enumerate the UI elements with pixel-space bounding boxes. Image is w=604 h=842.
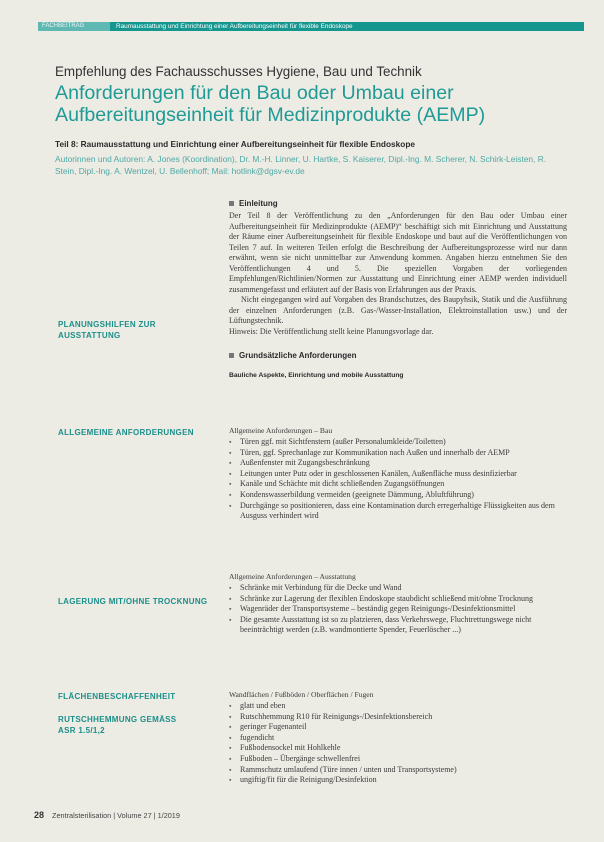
list-item: ▪ Schränke zur Lagerung der flexiblen Endoskope staubdicht schließend mit/ohne Trocknung bbox=[229, 594, 567, 605]
flaechen-lead: Wandflächen / Fußböden / Oberflächen / Fugen bbox=[229, 690, 374, 699]
ausstattung-list bbox=[229, 583, 567, 636]
list-item: ▪ geringer Fugenanteil bbox=[229, 722, 567, 733]
bau-lead: Allgemeine Anforderungen – Bau bbox=[229, 426, 333, 435]
article-title: Anforderungen für den Bau oder Umbau einer Aufbereitungseinheit für Medizinprodukte (AEMP) bbox=[55, 82, 486, 126]
list-item: ▪ glatt und eben bbox=[229, 701, 567, 712]
author-list[interactable]: Autorinnen und Autoren: A. Jones (Koordination), Dr. M.-H. Linner, U. Hartke, S. Kaiserer, Dipl.-Ing. M. Scherer, N. Schirk-Leisten, R. Stein, Dipl.-Ing. A. Wentzel, U. Bellenhoff; Mail: hotlink@dgsv-ev.de bbox=[55, 154, 547, 176]
einleitung-paragraph-1: Der Teil 8 der Veröffentlichung zu den „Anforderungen für den Bau oder Umbau einer Aufbereitungseinheit für Medizinprodukte (AEMP)“ beschäftigt sich mit Einrichtung und Ausstattung der Räume einer Aufbereitungseinheit für flexible Endoskope und baut auf die Veröffentlichungen von Teilen 7 auf. In weiteren Teilen erfolgt die Beschreibung der Aufbereitungsprozesse wird nur dann erwähnt, wenn sie nicht unmittelbar zur Anwendung kommen. Angaben hierzu entnehmen Sie den Veröffentlichungen 4 und 5. Die speziellen Vorgaben der vorliegenden Empfehlungen/Richtlinien/Normen zur Ausstattung und Einrichtung einer AEMP werden individuell zusammengefasst und erläutert auf der Basis von Erfahrungen aus der Praxis. bbox=[229, 211, 567, 294]
section-bullet-icon bbox=[229, 353, 234, 358]
einleitung-paragraph-2: Nicht eingegangen wird auf Vorgaben des Brandschutzes, des Baupyhsik, Statik und die Ausführung der einzelnen Anforderungen (z.B. Gas-/Wasser-Installation, Elektroinstallation usw.) und der Lüftungstechnik. bbox=[229, 295, 567, 326]
list-item: ▪ Durchgänge so positionieren, dass eine Kontamination durch erregerhaltige Flüssigkeiten aus dem Ausguss verhindert wird bbox=[229, 501, 567, 522]
list-item: ▪ Kanäle und Schächte mit dicht schließenden Zugangsöffnungen bbox=[229, 479, 567, 490]
einleitung-text bbox=[229, 211, 567, 338]
header-bar-title: Raumausstattung und Einrichtung einer Aufbereitungseinheit für flexible Endoskope bbox=[116, 23, 353, 30]
list-item: ▪ Türen ggf. mit Sichtfenstern (außer Personalumkleide/Toiletten) bbox=[229, 437, 567, 448]
list-item: ▪ Fußbodensockel mit Hohlkehle bbox=[229, 743, 567, 754]
section-heading-label: Einleitung bbox=[239, 199, 278, 208]
bau-list bbox=[229, 437, 567, 522]
article-subtitle: Teil 8: Raumausstattung und Einrichtung einer Aufbereitungseinheit für flexible Endoskope bbox=[55, 139, 416, 149]
article-kicker: Empfehlung des Fachausschusses Hygiene, Bau und Technik bbox=[55, 64, 422, 79]
list-item: ▪ Fußboden – Übergänge schwellenfrei bbox=[229, 754, 567, 765]
list-item: ▪ fugendicht bbox=[229, 733, 567, 744]
section-bullet-icon bbox=[229, 201, 234, 206]
side-label-allgemein: ALLGEMEINE ANFORDERUNGEN bbox=[58, 428, 194, 437]
list-item: ▪ Rammschutz umlaufend (Türe innen / unten und Transportsysteme) bbox=[229, 765, 567, 776]
subheading-bauliche-aspekte: Bauliche Aspekte, Einrichtung und mobile Ausstattung bbox=[229, 372, 404, 379]
section-heading-grundsaetzlich bbox=[229, 351, 357, 360]
header-bar bbox=[38, 22, 584, 31]
flaechen-list bbox=[229, 701, 567, 786]
list-item: ▪ Schränke mit Verbindung für die Decke und Wand bbox=[229, 583, 567, 594]
side-label-rutsch: RUTSCHHEMMUNG GEMÄSS ASR 1.5/1,2 bbox=[58, 715, 177, 735]
list-item: ▪ Kondenswasserbildung vermeiden (geeignete Dämmung, Abluftführung) bbox=[229, 490, 567, 501]
journal-reference: Zentralsterilisation | Volume 27 | 1/2019 bbox=[52, 811, 180, 820]
section-heading-label: Grundsätzliche Anforderungen bbox=[239, 351, 357, 360]
header-tag-label: FACHBEITRAG bbox=[42, 23, 85, 29]
list-item: ▪ ungiftig/fit für die Reinigung/Desinfektion bbox=[229, 775, 567, 786]
list-item: ▪ Die gesamte Ausstattung ist so zu platzieren, dass Verkehrswege, Fluchtrettungswege nicht beeinträchtigt werden (z.B. wandmontierte Spender, Feuerlöscher ...) bbox=[229, 615, 567, 636]
list-item: ▪ Leitungen unter Putz oder in geschlossenen Kanälen, Außenfläche muss desinfizierbar bbox=[229, 469, 567, 480]
list-item: ▪ Wagenräder der Transportsysteme – beständig gegen Reinigungs-/Desinfektionsmittel bbox=[229, 604, 567, 615]
list-item: ▪ Türen, ggf. Sprechanlage zur Kommunikation nach Außen und innerhalb der AEMP bbox=[229, 448, 567, 459]
side-label-planung: PLANUNGSHILFEN ZUR AUSSTATTUNG bbox=[58, 320, 156, 340]
list-item: ▪ Außenfenster mit Zugangsbeschränkung bbox=[229, 458, 567, 469]
ausstattung-lead: Allgemeine Anforderungen – Ausstattung bbox=[229, 572, 356, 581]
page-number: 28 bbox=[34, 810, 45, 820]
side-label-flaechen: FLÄCHENBESCHAFFENHEIT bbox=[58, 692, 176, 701]
section-heading-einleitung bbox=[229, 199, 278, 208]
list-item: ▪ Rutschhemmung R10 für Reinigungs-/Desinfektionsbereich bbox=[229, 712, 567, 723]
page-footer bbox=[34, 810, 180, 820]
einleitung-hinweis: Hinweis: Die Veröffentlichung stellt keine Planungsvorlage dar. bbox=[229, 327, 434, 337]
side-label-lagerung: LAGERUNG MIT/OHNE TROCKNUNG bbox=[58, 597, 208, 606]
